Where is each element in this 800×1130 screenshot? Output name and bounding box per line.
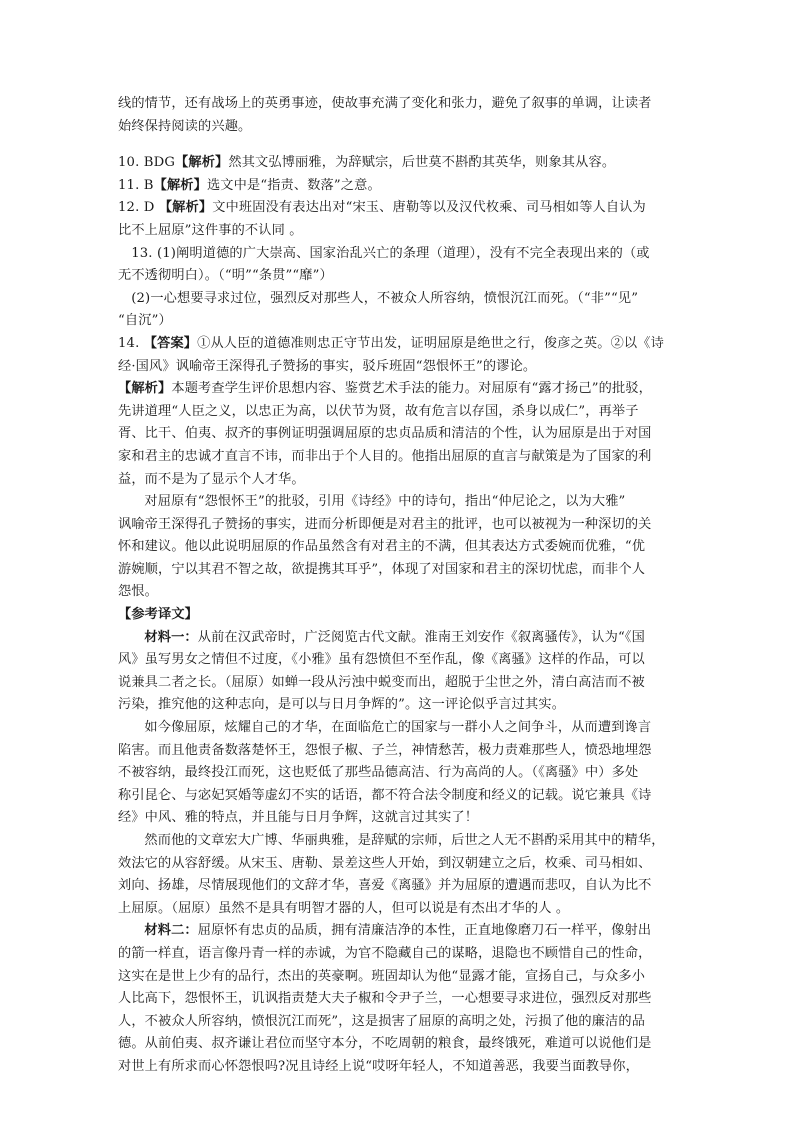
analysis-line: 先讲道理“人臣之义，以忠正为高，以伏节为贤，故有危言以存国，杀身以成仁”，再举子 xyxy=(118,403,639,419)
answer-14-line-2: 经·国风》讽喻帝王深得孔子赞扬的事实，驳斥班固“怨恨怀王”的谬论。 xyxy=(118,358,537,374)
translation-line: 人，不被众人所容纳，愤恨沉江而死”，这是损害了屈原的高明之处，污损了他的廉洁的品 xyxy=(118,1013,646,1029)
material-2-line-1 xyxy=(118,920,688,943)
answer-10-text: 然其文弘博丽雅，为辞赋宗，后世莫不斟酌其英华，则象其从容。 xyxy=(228,155,616,171)
analysis-line: 胥、比干、伯夷、叔齐的事例证明强调屈原的忠贞品质和清洁的个性，认为屈原是出于对国 xyxy=(118,426,652,442)
analysis-line-1 xyxy=(118,378,688,401)
translation-line: 经》中风、雅的特点，并且能与日月争辉，这就言过其实了！ xyxy=(118,810,479,826)
translation-line: 德。从前伯夷、叔齐谦让君位而坚守本分，不吃周朝的粮食，最终饿死，难道可以说他们是 xyxy=(118,1036,652,1052)
material-1-label: 材料一： xyxy=(144,629,198,645)
answer-11-number: 11. B xyxy=(118,177,154,193)
translation-line: 陷害。而且他责备数落楚怀王，怨恨子椒、子兰，神情愁苦，极力责难那些人，愤恐地埋怨 xyxy=(118,742,652,758)
analysis-line: 怨恨。 xyxy=(118,584,159,600)
answer-11 xyxy=(118,175,688,198)
material-1-text: 从前在汉武帝时，广泛阅览古代文献。淮南王刘安作《叙离骚传》，认为“《国 xyxy=(197,629,645,645)
answer-13-line-1: 13. (1)阐明道德的广大崇高、国家治乱兴亡的条理（道理），没有不完全表现出来的（或 xyxy=(131,245,650,261)
analysis-line: 对屈原有“怨恨怀王”的批驳，引用《诗经》中的诗句，指出“仲尼论之，以为大雅” xyxy=(144,494,626,510)
analysis-tag: 【解析】 xyxy=(118,381,172,397)
translation-line: 不被容纳，最终投江而死，这也贬低了那些品德高洁、行为高尚的人。（《离骚》中）多处 xyxy=(118,765,639,781)
answer-12-line-2: 比不上屈原”这件事的不认同 。 xyxy=(118,222,303,238)
answer-10-tag: 【解析】 xyxy=(175,155,229,171)
answer-11-text: 选文中是“指责、数落”之意。 xyxy=(206,177,381,193)
answer-14-tag: 【答案】 xyxy=(143,335,198,351)
translation-line: 人比高下，怨恨怀王，讥讽指责楚大夫子椒和令尹子兰，一心想要寻求进位，强烈反对那些 xyxy=(118,991,652,1007)
translation-line: 效法它的从容舒缓。从宋玉、唐勒、景差这些人开始，到汉朝建立之后，枚乘、司马相如、 xyxy=(118,855,652,871)
translation-line: 称引昆仑、与宓妃冥婚等虚幻不实的话语，都不符合法令制度和经义的记载。说它兼具《诗 xyxy=(118,787,652,803)
translation-header: 【参考译文】 xyxy=(118,607,199,623)
translation-line: 如今像屈原，炫耀自己的才华，在面临危亡的国家与一群小人之间争斗，从而遭到谗言 xyxy=(144,720,652,736)
answer-13-line-3: (2)一心想要寻求过位，强烈反对那些人，不被众人所容纳，愤恨沉江而死。（“非”“见” xyxy=(131,290,639,306)
spacer xyxy=(118,138,688,152)
answer-10-number: 10. BDG xyxy=(118,155,176,171)
material-2-label: 材料二： xyxy=(144,923,198,939)
answer-11-tag: 【解析】 xyxy=(153,177,207,193)
translation-line: 上屈原。（屈原）虽然不是具有明智才器的人，但可以说是有杰出才华的人 。 xyxy=(118,900,570,916)
answer-13-line-4: “自沉”） xyxy=(118,313,172,329)
answer-14-text: ①从人臣的道德准则忠正守节出发，证明屈原是绝世之行，俊彦之英。②以《诗 xyxy=(197,335,664,351)
answer-12-tag: 【解析】 xyxy=(158,200,213,216)
analysis-line: 讽喻帝王深得孔子赞扬的事实，进而分析即便是对君主的批评，也可以被视为一种深切的关 xyxy=(118,516,652,532)
answer-12-number: 12. D xyxy=(118,200,159,216)
answer-14-number: 14. xyxy=(118,335,144,351)
intro-line-2: 始终保持阅读的兴趣。 xyxy=(118,118,252,134)
page-content xyxy=(118,93,688,1079)
translation-line: 这实在是世上少有的品行，杰出的英豪啊。班固却认为他“显露才能，宣扬自己，与众多小 xyxy=(118,968,646,984)
analysis-text: 本题考查学生评价思想内容、鉴赏艺术手法的能力。对屈原有“露才扬己”的批驳， xyxy=(171,381,652,397)
analysis-line: 怀和建议。他以此说明屈原的作品虽然含有对君主的不满，但其表达方式委婉而优雅，“优 xyxy=(118,539,646,555)
translation-line: 风》虽写男女之情但不过度，《小雅》虽有怨愤但不至作乱，像《离骚》这样的作品，可以 xyxy=(118,652,645,668)
translation-line: 说兼具二者之长。（屈原）如蝉一段从污浊中蜕变而出，超脱于尘世之外，清白高洁而不被 xyxy=(118,674,645,690)
answer-13-line-2: 无不透彻明白）。（“明”“条贯”“靡”） xyxy=(118,268,333,284)
intro-line-1: 线的情节，还有战场上的英勇事迹，使故事充满了变化和张力，避免了叙事的单调，让读者 xyxy=(118,96,652,111)
translation-line: 污染，推究他的这种志向，是可以与日月争辉的”。这一评论似乎言过其实。 xyxy=(118,697,566,713)
material-2-text: 屈原怀有忠贞的品质，拥有清廉洁净的本性，正直地像磨刀石一样平，像射出 xyxy=(197,923,652,939)
translation-line: 然而他的文章宏大广博、华丽典雅，是辞赋的宗师，后世之人无不斟酌采用其中的精华， xyxy=(144,833,665,848)
answer-12-text: 文中班固没有表达出对“宋玉、唐勒等以及汉代枚乘、司马相如等人自认为 xyxy=(212,200,646,216)
material-1-line-1 xyxy=(118,627,688,650)
answer-10 xyxy=(118,152,688,175)
translation-line: 刘向、扬雄，尽情展现他们的文辞才华，喜爱《离骚》并为屈原的遭遇而悲叹，自认为比不 xyxy=(118,878,652,894)
translation-line: 的箭一样直，语言像丹青一样的赤诚，为官不隐藏自己的谋略，退隐也不顾惜自己的性命， xyxy=(118,945,652,961)
answer-14-line-1 xyxy=(118,333,688,356)
analysis-line: 益，而不是为了显示个人才华。 xyxy=(118,471,305,487)
translation-line: 对世上有所求而心怀怨恨吗?况且诗经上说“哎呀年轻人，不知道善恶，我要当面教导你， xyxy=(118,1058,639,1074)
analysis-line: 游婉顺，宁以其君不智之故，欲提携其耳乎”，体现了对国家和君主的深切忧虑，而非个人 xyxy=(118,561,646,577)
answer-12-line-1 xyxy=(118,197,688,220)
analysis-line: 家和君主的忠诚才直言不讳，而非出于个人目的。他指出屈原的直言与献策是为了国家的利 xyxy=(118,448,652,464)
